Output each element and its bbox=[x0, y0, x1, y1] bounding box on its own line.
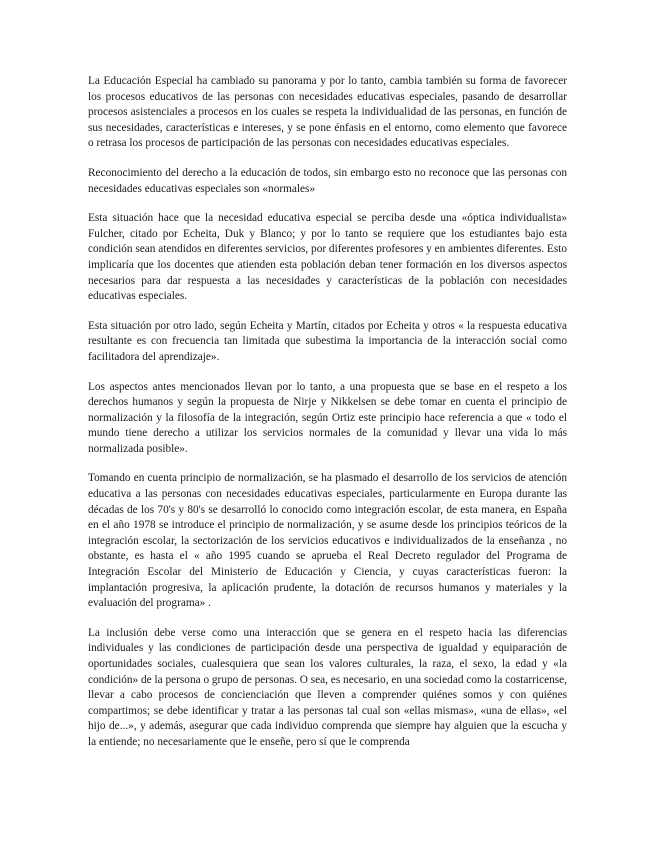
paragraph-6: Tomando en cuenta principio de normalización, se ha plasmado el desarrollo de los servicios de atención educativa a las personas con necesidades educativas especiales, particularmente en Europa durante las décadas de los 70's y 80's se desarrolló lo conocido como integración escolar, de esta manera, en España en el año 1978 se introduce el principio de normalización, y se asume desde los principios teóricos de la integración escolar, la sectorización de los servicios educativos e individualizados de la enseñanza , no obstante, es hasta el « año 1995 cuando se aprueba el Real Decreto regulador del Programa de Integración Escolar del Ministerio de Educación y Ciencia, y cuyas características fueron: la implantación progresiva, la aplicación prudente, la dotación de recursos humanos y materiales y la evaluación del programa» . bbox=[88, 472, 567, 610]
paragraph-4: Esta situación por otro lado, según Echeita y Martín, citados por Echeita y otros « la respuesta educativa resultante es con frecuencia tan limitada que subestima la importancia de la interacción social como facilitadora del aprendizaje». bbox=[88, 319, 567, 363]
paragraph-2: Reconocimiento del derecho a la educación de todos, sin embargo esto no reconoce que las personas con necesidades educativas especiales son «normales» bbox=[88, 166, 567, 195]
paragraph-5: Los aspectos antes mencionados llevan por lo tanto, a una propuesta que se base en el respeto a los derechos humanos y según la propuesta de Nirje y Nikkelsen se debe tomar en cuenta el principio de normalización y la filosofía de la integración, según Ortiz este principio hace referencia a que « todo el mundo tiene derecho a utilizar los servicios normales de la comunidad y llevar una vida lo más normalizada posible». bbox=[88, 380, 567, 455]
document-page bbox=[88, 74, 567, 765]
paragraph-3: Esta situación hace que la necesidad educativa especial se perciba desde una «óptica individualista» Fulcher, citado por Echeita, Duk y Blanco; y por lo tanto se requiere que los estudiantes bajo esta condición sean atendidos en diferentes servicios, por diferentes profesores y en ambientes diferentes. Esto implicaría que los docentes que atienden esta población deban tener formación en los diversos aspectos necesarios para dar respuesta a las necesidades y características de la población con necesidades educativas especiales. bbox=[88, 212, 568, 303]
paragraph-1: La Educación Especial ha cambiado su panorama y por lo tanto, cambia también su forma de favorecer los procesos educativos de las personas con necesidades educativas especiales, pasando de desarrollar procesos asistenciales a procesos en los cuales se respeta la individualidad de las personas, en función de sus necesidades, características e intereses, y se pone énfasis en el entorno, como elemento que favorece o retrasa los procesos de participación de las personas con necesidades educativas especiales. bbox=[88, 75, 567, 150]
paragraph-7: La inclusión debe verse como una interacción que se genera en el respeto hacia las diferencias individuales y las condiciones de participación desde una perspectiva de igualdad y equiparación de oportunidades sociales, cualesquiera que sean los valores culturales, la raza, el sexo, la edad y «la condición» de la persona o grupo de personas. O sea, es necesario, en una sociedad como la costarricense, llevar a cabo procesos de concienciación que lleven a comprender quiénes somos y con quiénes compartimos; se debe identificar y tratar a las personas tal cual son «ellas mismas», «una de ellas», «el hijo de...», y además, asegurar que cada individuo comprenda que siempre hay alguien que la escucha y la entiende; no necesariamente que le enseñe, pero sí que le comprenda bbox=[88, 626, 567, 748]
